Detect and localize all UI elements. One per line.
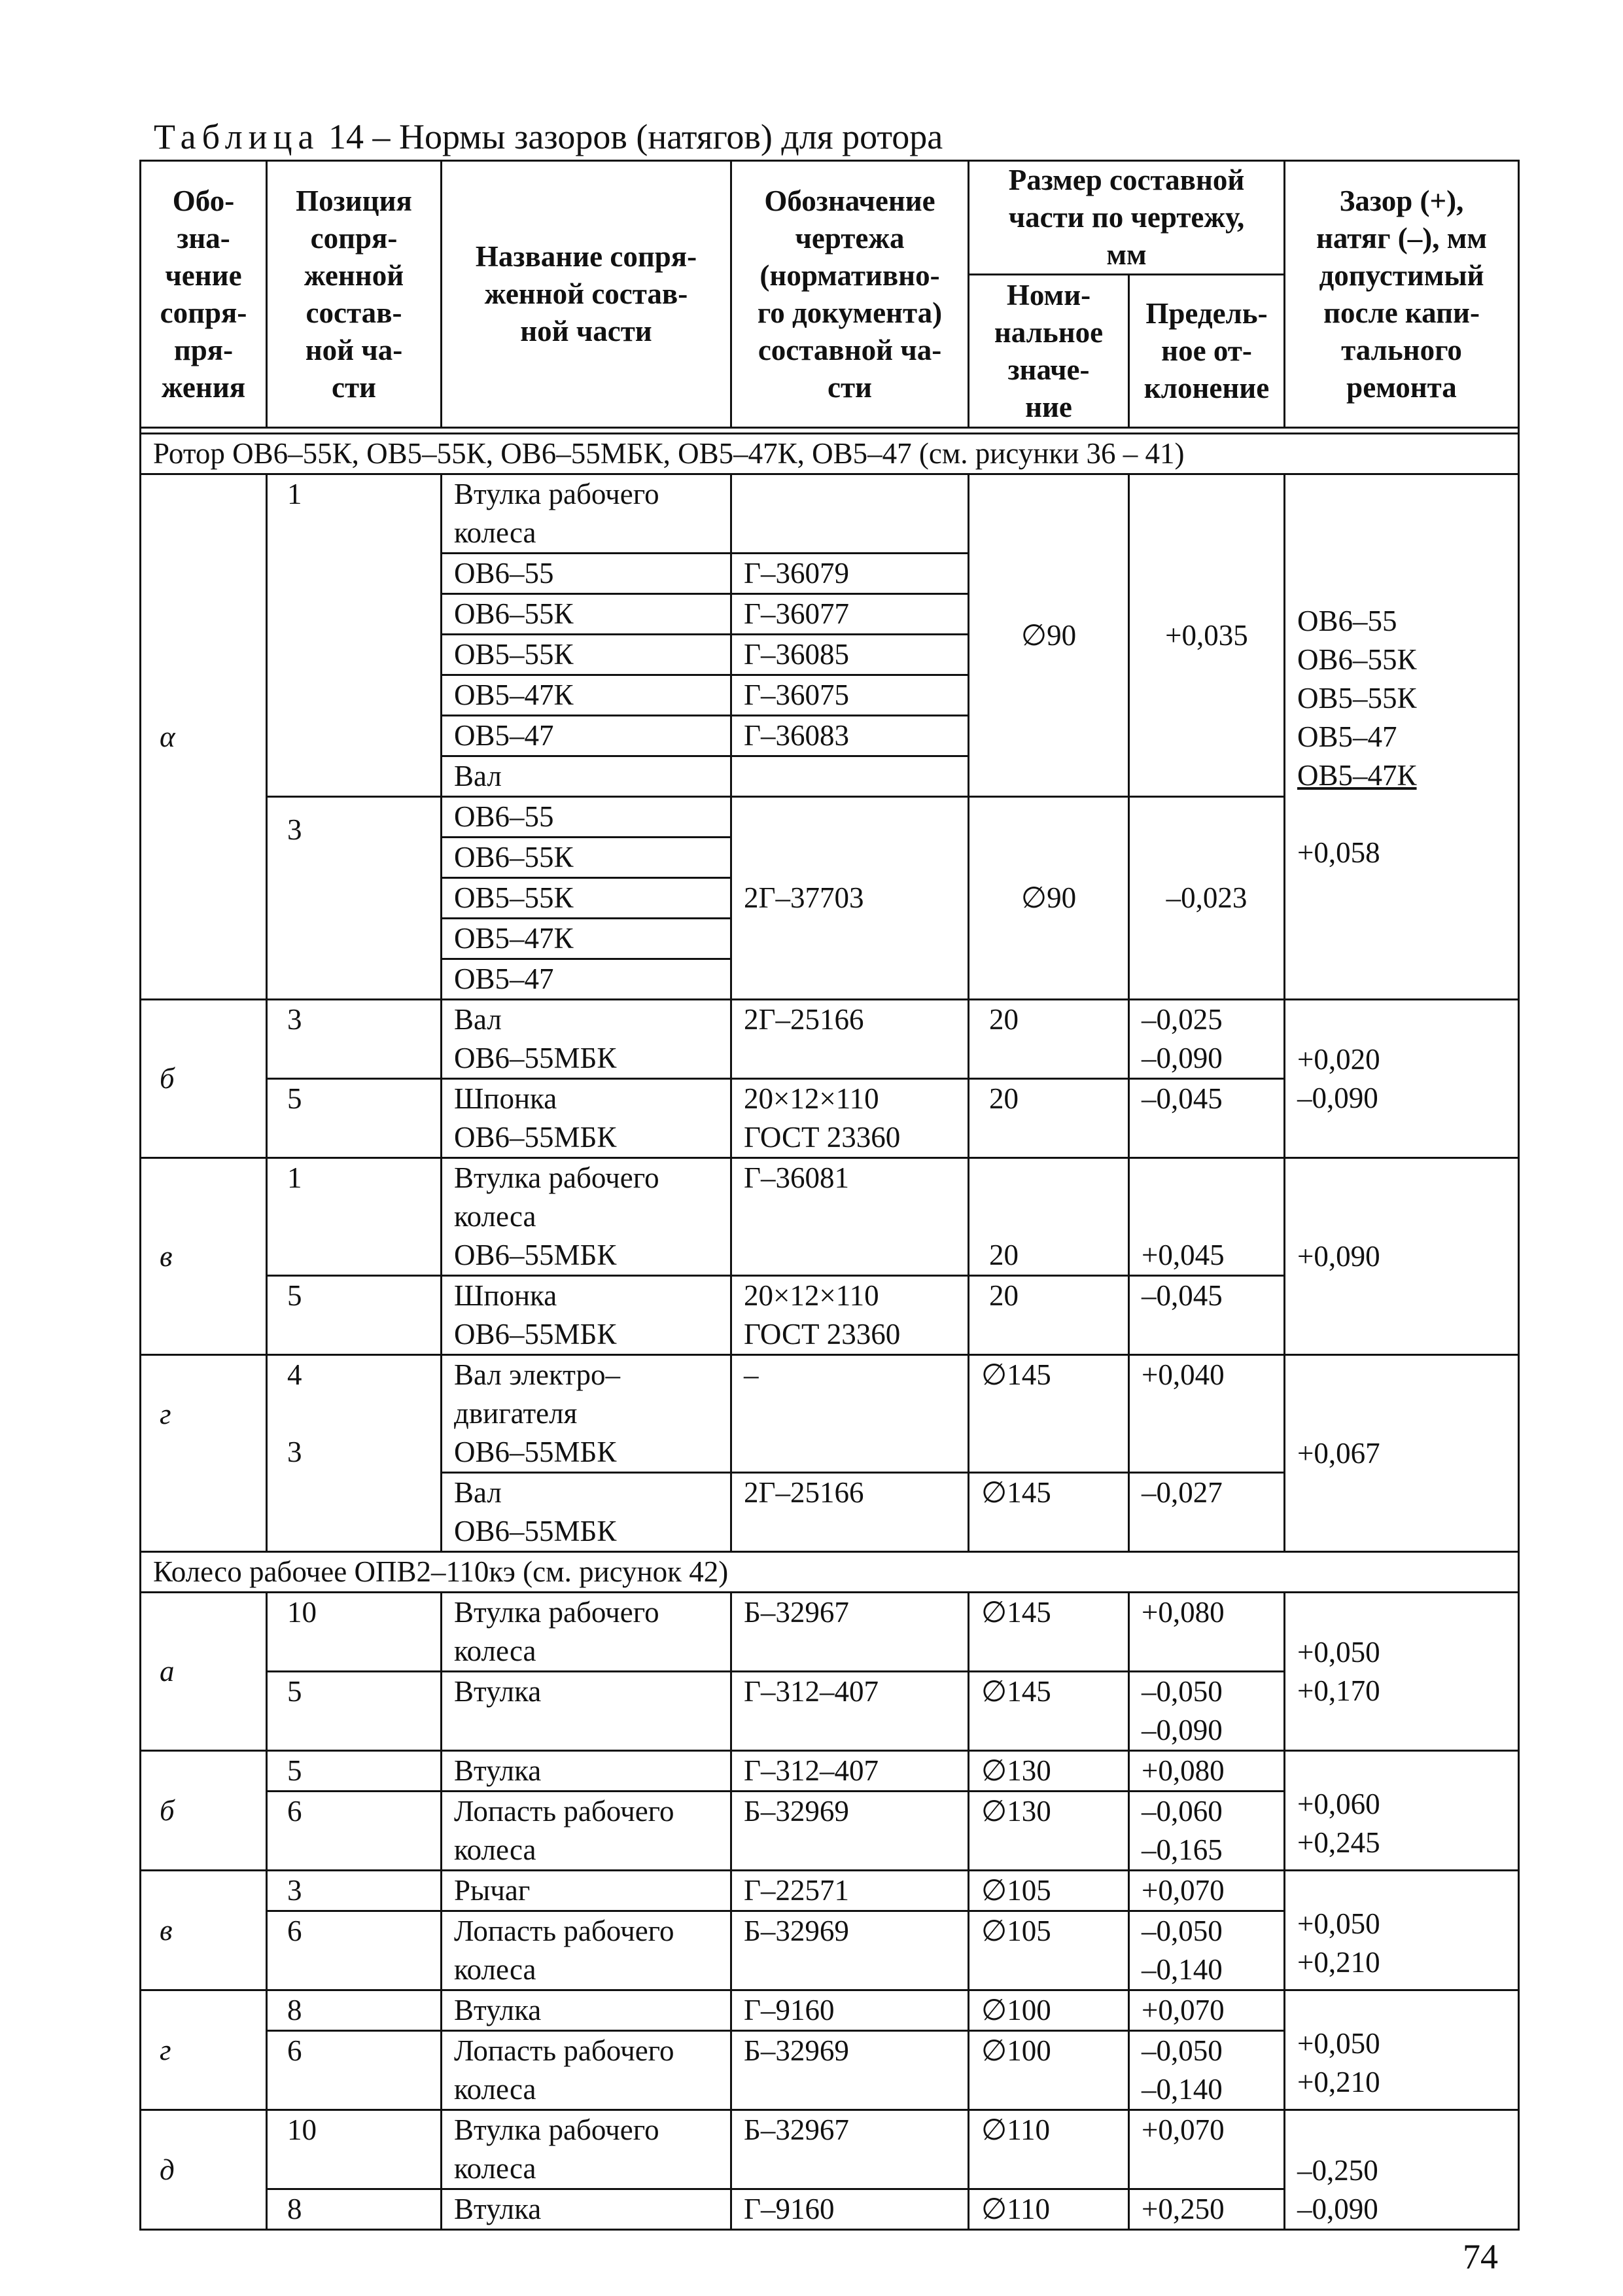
model: ОВ6–55К (442, 838, 731, 878)
nominal-size: 20 (969, 1000, 1129, 1079)
gap-value: –0,250 –0,090 (1285, 2110, 1519, 2230)
joint-mark-alpha: α (141, 474, 267, 1000)
nominal-size: ∅100 (969, 2031, 1129, 2110)
deviation: –0,050 –0,140 (1129, 1911, 1285, 1990)
model: ОВ5–55К (442, 878, 731, 919)
deviation: +0,080 (1129, 1751, 1285, 1792)
position: 3 (267, 1000, 442, 1079)
drawing: – (731, 1355, 969, 1473)
model: ОВ6–55 (442, 797, 731, 838)
header-drawing: Обозначение чертежа (нормативно- го документа) составной ча- сти (731, 161, 969, 428)
deviation: –0,045 (1129, 1079, 1285, 1158)
drawing: Г–312–407 (731, 1672, 969, 1751)
joint-mark: д (141, 2110, 267, 2230)
drawing: Б–32967 (731, 1593, 969, 1672)
drawing (731, 756, 969, 797)
drawing: Г–36075 (731, 675, 969, 716)
drawing: Г–36081 (731, 1158, 969, 1276)
nominal-size: ∅110 (969, 2110, 1129, 2189)
gap-value: +0,090 (1285, 1158, 1519, 1355)
deviation: +0,035 (1129, 474, 1285, 797)
position: 10 (267, 1593, 442, 1672)
section-title-impeller: Колесо рабочее ОПВ2–110кэ (см. рисунок 42) (141, 1552, 1519, 1593)
drawing: Б–32969 (731, 1792, 969, 1871)
position: 8 (267, 2189, 442, 2230)
gap-value: +0,067 (1285, 1355, 1519, 1552)
part-name: Шпонка ОВ6–55МБК (442, 1079, 731, 1158)
joint-mark: в (141, 1158, 267, 1355)
part-name: Втулка (442, 1672, 731, 1751)
gap-value: +0,050 +0,210 (1285, 1871, 1519, 1990)
drawing (731, 474, 969, 554)
header-joint-mark: Обо- зна- чение сопря- пря- жения (141, 161, 267, 428)
part-name: Втулка (442, 1990, 731, 2031)
model: ОВ5–47К (442, 919, 731, 959)
position: 10 (267, 2110, 442, 2189)
nominal-size: 20 (969, 1079, 1129, 1158)
header-gap: Зазор (+), натяг (–), мм допустимый после капи- тального ремонта (1285, 161, 1519, 428)
nominal-size: ∅90 (969, 797, 1129, 1000)
deviation: +0,070 (1129, 1871, 1285, 1911)
model: ОВ5–47 (442, 959, 731, 1000)
nominal-size: ∅105 (969, 1871, 1129, 1911)
position: 6 (267, 2031, 442, 2110)
part-name: Лопасть рабочего колеса (442, 1792, 731, 1871)
drawing: Г–9160 (731, 1990, 969, 2031)
nominal-size: ∅145 (969, 1672, 1129, 1751)
part-name: Лопасть рабочего колеса (442, 2031, 731, 2110)
drawing: Г–36079 (731, 554, 969, 594)
deviation: –0,050 –0,090 (1129, 1672, 1285, 1751)
nominal-size: ∅110 (969, 2189, 1129, 2230)
drawing: Б–32967 (731, 2110, 969, 2189)
deviation: +0,250 (1129, 2189, 1285, 2230)
gap-value: +0,050 +0,210 (1285, 1990, 1519, 2110)
gap-model-underlined: ОВ5–47К (1297, 758, 1417, 792)
drawing: 2Г–25166 (731, 1473, 969, 1552)
gap-models: ОВ6–55 ОВ6–55К ОВ5–55К ОВ5–47 (1297, 604, 1417, 753)
drawing: 2Г–37703 (731, 797, 969, 1000)
deviation: –0,050 –0,140 (1129, 2031, 1285, 2110)
deviation: +0,070 (1129, 2110, 1285, 2189)
nominal-size: ∅145 (969, 1355, 1129, 1473)
position: 6 (267, 1911, 442, 1990)
position: 8 (267, 1990, 442, 2031)
deviation: +0,070 (1129, 1990, 1285, 2031)
drawing: 2Г–25166 (731, 1000, 969, 1079)
drawing: Г–9160 (731, 2189, 969, 2230)
model: ОВ5–47 (442, 716, 731, 756)
part-name: Вал (442, 756, 731, 797)
nominal-size: 20 (969, 1276, 1129, 1355)
table-caption (154, 116, 943, 157)
joint-mark: б (141, 1751, 267, 1871)
nominal-size: ∅130 (969, 1792, 1129, 1871)
model: ОВ6–55К (442, 594, 731, 635)
caption-title: 14 – Нормы зазоров (натягов) для ротора (319, 117, 943, 156)
nominal-size: ∅145 (969, 1473, 1129, 1552)
gap-value: +0,050 +0,170 (1285, 1593, 1519, 1751)
joint-mark: г (141, 1355, 267, 1552)
header-position: Позиция сопря- женной состав- ной ча- сти (267, 161, 442, 428)
position: 4 3 (267, 1355, 442, 1552)
position: 6 (267, 1792, 442, 1871)
part-name: Лопасть рабочего колеса (442, 1911, 731, 1990)
nominal-size: ∅145 (969, 1593, 1129, 1672)
position: 3 (267, 1871, 442, 1911)
part-name: Вал ОВ6–55МБК (442, 1473, 731, 1552)
deviation: –0,045 (1129, 1276, 1285, 1355)
header-nominal: Номи- нальное значе- ние (969, 275, 1129, 428)
part-name: Вал электро– двигателя ОВ6–55МБК (442, 1355, 731, 1473)
header-part-name: Название сопря- женной состав- ной части (442, 161, 731, 428)
model: ОВ5–55К (442, 635, 731, 675)
part-name: Втулка (442, 1751, 731, 1792)
drawing: Г–312–407 (731, 1751, 969, 1792)
position: 5 (267, 1276, 442, 1355)
position: 1 (267, 474, 442, 797)
nominal-size: ∅90 (969, 474, 1129, 797)
nominal-size: ∅105 (969, 1911, 1129, 1990)
part-name: Втулка рабочего колеса (442, 474, 731, 554)
caption-label: Таблица (154, 117, 320, 156)
deviation: –0,060 –0,165 (1129, 1792, 1285, 1871)
joint-mark: б (141, 1000, 267, 1158)
nominal-size: ∅100 (969, 1990, 1129, 2031)
drawing: Г–36083 (731, 716, 969, 756)
section-title-rotor: Ротор ОВ6–55К, ОВ5–55К, ОВ6–55МБК, ОВ5–47К, ОВ5–47 (см. рисунки 36 – 41) (141, 434, 1519, 474)
clearance-table (139, 160, 1520, 2231)
part-name: Втулка рабочего колеса (442, 2110, 731, 2189)
nominal-size: ∅130 (969, 1751, 1129, 1792)
gap-cell (1285, 474, 1519, 1000)
deviation: +0,045 (1129, 1158, 1285, 1276)
nominal-size: 20 (969, 1158, 1129, 1276)
joint-mark: г (141, 1990, 267, 2110)
drawing: Б–32969 (731, 2031, 969, 2110)
position: 3 (267, 797, 442, 1000)
part-name: Шпонка ОВ6–55МБК (442, 1276, 731, 1355)
deviation: +0,080 (1129, 1593, 1285, 1672)
joint-mark: а (141, 1593, 267, 1751)
position: 5 (267, 1079, 442, 1158)
part-name: Втулка рабочего колеса (442, 1593, 731, 1672)
drawing: Г–36085 (731, 635, 969, 675)
gap-value: +0,060 +0,245 (1285, 1751, 1519, 1871)
drawing: Г–22571 (731, 1871, 969, 1911)
part-name: Втулка (442, 2189, 731, 2230)
model: ОВ5–47К (442, 675, 731, 716)
header-deviation: Предель- ное от- клонение (1129, 275, 1285, 428)
gap-value: +0,058 (1297, 836, 1380, 869)
model: ОВ6–55 (442, 554, 731, 594)
position: 5 (267, 1672, 442, 1751)
position: 1 (267, 1158, 442, 1276)
drawing: 20×12×110 ГОСТ 23360 (731, 1276, 969, 1355)
page-number: 74 (1463, 2237, 1498, 2276)
header-size: Размер составной части по чертежу, мм (969, 161, 1285, 275)
joint-mark: в (141, 1871, 267, 1990)
drawing: 20×12×110 ГОСТ 23360 (731, 1079, 969, 1158)
deviation: –0,023 (1129, 797, 1285, 1000)
gap-value: +0,020 –0,090 (1285, 1000, 1519, 1158)
drawing: Б–32969 (731, 1911, 969, 1990)
deviation: –0,027 (1129, 1473, 1285, 1552)
part-name: Рычаг (442, 1871, 731, 1911)
part-name: Втулка рабочего колеса ОВ6–55МБК (442, 1158, 731, 1276)
position: 5 (267, 1751, 442, 1792)
part-name: Вал ОВ6–55МБК (442, 1000, 731, 1079)
deviation: +0,040 (1129, 1355, 1285, 1473)
drawing: Г–36077 (731, 594, 969, 635)
deviation: –0,025 –0,090 (1129, 1000, 1285, 1079)
